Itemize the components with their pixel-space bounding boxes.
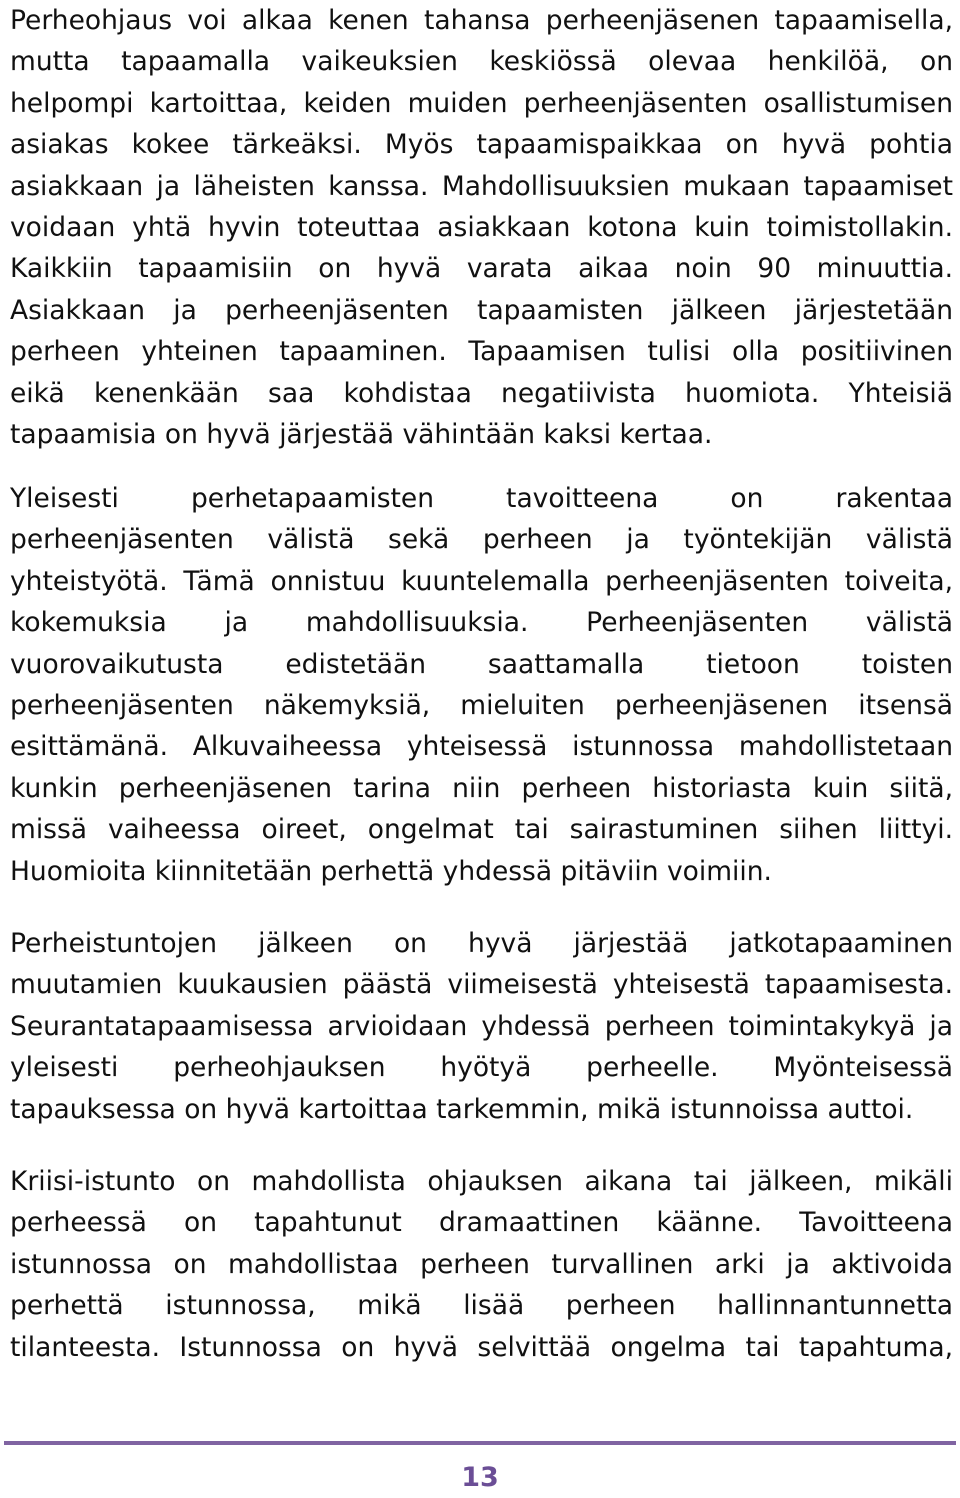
text-line: esittämänä. Alkuvaiheessa yhteisessä istunnossa mahdollistetaan [10, 731, 953, 763]
text-line: missä vaiheessa oireet, ongelmat tai sairastuminen siihen liittyi. [10, 814, 953, 846]
text-line: asiakkaan ja läheisten kanssa. Mahdollisuuksien mukaan tapaamiset [10, 170, 953, 202]
paragraph-follow-up [10, 923, 953, 1130]
text-line: Perheohjaus voi alkaa kenen tahansa perheenjäsenen tapaamisella, [10, 5, 953, 36]
text-line: mutta tapaamalla vaikeuksien keskiössä olevaa henkilöä, on [10, 46, 953, 78]
footer-divider [4, 1441, 956, 1445]
text-line: tapaamisia on hyvä järjestää vähintään kaksi kertaa. [10, 418, 713, 450]
text-line: perheessä on tapahtunut dramaattinen käänne. Tavoitteena [10, 1207, 953, 1239]
text-line: asiakas kokee tärkeäksi. Myös tapaamispaikkaa on hyvä pohtia [10, 129, 953, 161]
text-line: kunkin perheenjäsenen tarina niin perheen historiasta kuin siitä, [10, 772, 953, 804]
text-line: helpompi kartoittaa, keiden muiden perheenjäsenten osallistumisen [10, 87, 953, 119]
text-line: perheenjäsenten välistä sekä perheen ja työntekijän välistä [10, 524, 953, 556]
text-line: Kriisi-istunto on mahdollista ohjauksen aikana tai jälkeen, mikäli [10, 1166, 953, 1197]
text-line: perheenjäsenten näkemyksiä, mieluiten perheenjäsenen itsensä [10, 689, 953, 721]
page-number: 13 [461, 1462, 499, 1493]
text-line: muutamien kuukausien päästä viimeisestä yhteisestä tapaamisesta. [10, 969, 953, 1001]
text-line: yhteistyötä. Tämä onnistuu kuuntelemalla perheenjäsenten toiveita, [10, 565, 953, 597]
text-line: Perheistuntojen jälkeen on hyvä järjestää jatkotapaaminen [10, 928, 953, 959]
text-line: perhettä istunnossa, mikä lisää perheen hallinnantunnetta [10, 1290, 953, 1322]
text-line: Huomioita kiinnitetään perhettä yhdessä pitäviin voimiin. [10, 855, 772, 887]
text-line: tapauksessa on hyvä kartoittaa tarkemmin, mikä istunnoissa auttoi. [10, 1093, 914, 1125]
text-line: Kaikkiin tapaamisiin on hyvä varata aikaa noin 90 minuuttia. [10, 253, 953, 285]
text-line: yleisesti perheohjauksen hyötyä perheelle. Myönteisessä [10, 1052, 953, 1084]
text-line: Seurantatapaamisessa arvioidaan yhdessä perheen toimintakykyä ja [10, 1010, 953, 1042]
text-line: tilanteesta. Istunnossa on hyvä selvittää ongelma tai tapahtuma, [10, 1331, 953, 1363]
text-line: Yleisesti perhetapaamisten tavoitteena on rakentaa [10, 483, 953, 514]
text-line: istunnossa on mahdollistaa perheen turvallinen arki ja aktivoida [10, 1248, 953, 1280]
text-line: Asiakkaan ja perheenjäsenten tapaamisten jälkeen järjestetään [10, 294, 953, 326]
paragraph-crisis-session [10, 1161, 953, 1368]
text-line: kokemuksia ja mahdollisuuksia. Perheenjäsenten välistä [10, 607, 953, 639]
paragraph-family-meeting-goals [10, 478, 953, 892]
paragraph-family-guidance-start [10, 0, 953, 455]
text-line: voidaan yhtä hyvin toteuttaa asiakkaan kotona kuin toimistollakin. [10, 211, 953, 243]
text-line: eikä kenenkään saa kohdistaa negatiivista huomiota. Yhteisiä [10, 377, 953, 409]
text-line: perheen yhteinen tapaaminen. Tapaamisen tulisi olla positiivinen [10, 336, 953, 368]
text-line: vuorovaikutusta edistetään saattamalla tietoon toisten [10, 648, 953, 680]
